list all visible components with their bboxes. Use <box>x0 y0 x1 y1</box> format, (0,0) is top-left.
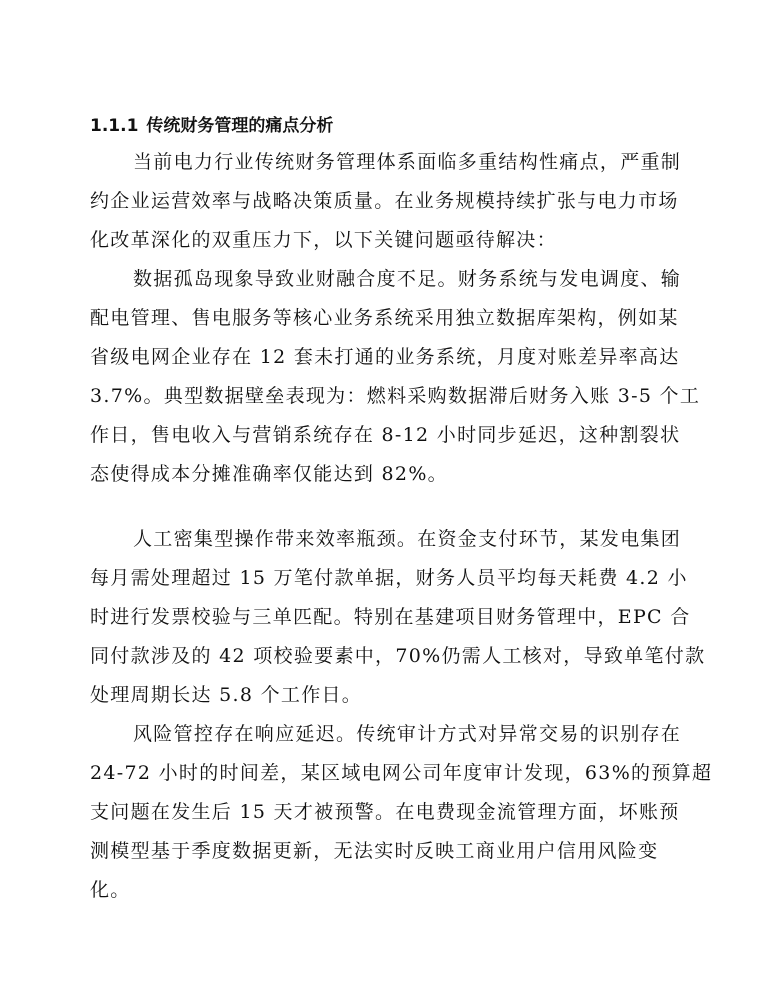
text-line: 省级电网企业存在 12 套未打通的业务系统，月度对账差异率高达 <box>90 346 680 368</box>
text-line: 数据孤岛现象导致业财融合度不足。财务系统与发电调度、输 <box>133 268 682 290</box>
text-line: 风险管控存在响应延迟。传统审计方式对异常交易的识别存在 <box>133 723 682 745</box>
section-title: 传统财务管理的痛点分析 <box>146 116 334 136</box>
text-line: 同付款涉及的 42 项校验要素中，70%仍需人工核对，导致单笔付款 <box>90 645 706 667</box>
text-line: 当前电力行业传统财务管理体系面临多重结构性痛点，严重制 <box>133 151 682 173</box>
text-line: 化改革深化的双重压力下，以下关键问题亟待解决： <box>90 229 557 251</box>
text-line: 测模型基于季度数据更新，无法实时反映工商业用户信用风险变 <box>90 840 659 862</box>
text-line: 24-72 小时的时间差，某区域电网公司年度审计发现，63%的预算超 <box>90 762 713 784</box>
text-line: 处理周期长达 5.8 个工作日。 <box>90 684 363 706</box>
text-line: 作日，售电收入与营销系统存在 8-12 小时同步延迟，这种割裂状 <box>90 424 681 446</box>
text-line: 态使得成本分摊准确率仅能达到 82%。 <box>90 463 448 485</box>
text-line: 每月需处理超过 15 万笔付款单据，财务人员平均每天耗费 4.2 小 <box>90 567 688 589</box>
text-line: 时进行发票校验与三单匹配。特别在基建项目财务管理中，EPC 合 <box>90 606 691 628</box>
text-line: 人工密集型操作带来效率瓶颈。在资金支付环节，某发电集团 <box>133 528 682 550</box>
text-line: 3.7%。典型数据壁垒表现为：燃料采购数据滞后财务入账 3-5 个工 <box>90 385 701 407</box>
section-number: 1.1.1 <box>90 116 139 136</box>
text-line: 约企业运营效率与战略决策质量。在业务规模持续扩张与电力市场 <box>90 190 679 212</box>
text-line: 配电管理、售电服务等核心业务系统采用独立数据库架构，例如某 <box>90 307 679 329</box>
text-line: 支问题在发生后 15 天才被预警。在电费现金流管理方面，坏账预 <box>90 801 680 823</box>
section-heading <box>90 114 333 138</box>
text-line: 化。 <box>90 879 131 901</box>
